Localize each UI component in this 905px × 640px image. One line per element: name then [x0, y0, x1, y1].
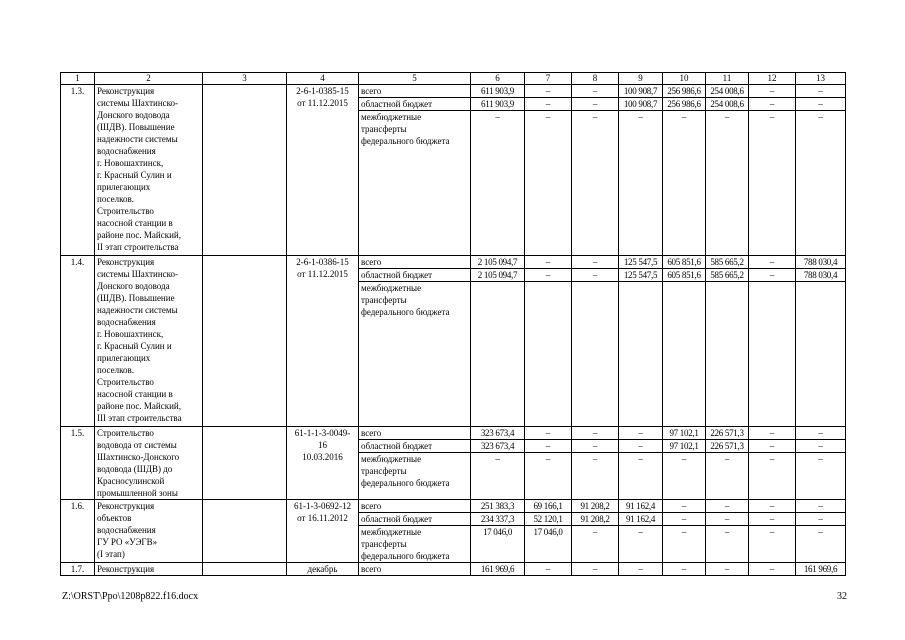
column-header: 6 — [471, 73, 525, 85]
value-cell: – — [706, 513, 749, 526]
table-body — [61, 85, 846, 576]
value-cell: 251 383,3 — [471, 500, 525, 513]
value-cell: – — [525, 453, 572, 500]
value-cell: 97 102,1 — [663, 427, 706, 440]
value-cell: – — [796, 111, 846, 256]
value-cell: – — [619, 453, 663, 500]
value-cell: 611 903,9 — [471, 98, 525, 111]
value-cell: 125 547,5 — [619, 269, 663, 282]
value-cell — [749, 282, 796, 427]
column-header: 9 — [619, 73, 663, 85]
value-cell: – — [572, 440, 619, 453]
value-cell — [796, 282, 846, 427]
value-cell: 611 903,9 — [471, 85, 525, 98]
value-cell: – — [471, 111, 525, 256]
column-header: 3 — [203, 73, 287, 85]
value-cell: – — [572, 85, 619, 98]
value-cell: – — [796, 513, 846, 526]
project-name: Реконструкция — [95, 563, 203, 576]
project-name: Реконструкция объектов водоснабжения ГУ РО «УЭГВ» (I этап) — [95, 500, 203, 563]
project-name: Реконструкция системы Шахтинско- Донского водовода (ШДВ). Повышение надежности системы водоснабжения г. Новошахтинск, г. Красный Сулин и прилегающих поселков. Строительство насосной станции в районе пос. Майский, II этап строительства — [95, 85, 203, 256]
value-cell: – — [572, 563, 619, 576]
funding-source: всего — [359, 427, 471, 440]
value-cell — [572, 282, 619, 427]
table-row — [61, 256, 846, 269]
value-cell: – — [796, 453, 846, 500]
value-cell: 100 908,7 — [619, 85, 663, 98]
row-number: 1.6. — [61, 500, 95, 563]
value-cell — [471, 282, 525, 427]
value-cell: 17 046,0 — [525, 526, 572, 563]
funding-source: областной бюджет — [359, 513, 471, 526]
value-cell: 161 969,6 — [471, 563, 525, 576]
project-name: Строительство водовода от системы Шахтинско-Донского водовода (ШДВ) до Красносулинской промышленной зоны — [95, 427, 203, 500]
column-header: 10 — [663, 73, 706, 85]
value-cell: – — [525, 440, 572, 453]
column-3-cell — [203, 427, 287, 500]
value-cell: – — [749, 111, 796, 256]
value-cell: 100 908,7 — [619, 98, 663, 111]
value-cell: 91 162,4 — [619, 513, 663, 526]
value-cell: – — [749, 98, 796, 111]
value-cell: – — [572, 453, 619, 500]
value-cell: – — [663, 453, 706, 500]
value-cell: 17 046,0 — [471, 526, 525, 563]
column-header: 4 — [287, 73, 359, 85]
value-cell: – — [525, 98, 572, 111]
project-name: Реконструкция системы Шахтинско- Донского водовода (ШДВ). Повышение надежности системы водоснабжения г. Новошахтинск, г. Красный Сулин и прилегающих поселков. Строительство насосной станции в районе пос. Майский, III этап строительства — [95, 256, 203, 427]
value-cell: 234 337,3 — [471, 513, 525, 526]
value-cell: – — [749, 526, 796, 563]
value-cell: – — [796, 500, 846, 513]
value-cell: 69 166,1 — [525, 500, 572, 513]
column-header: 2 — [95, 73, 203, 85]
value-cell: 605 851,6 — [663, 269, 706, 282]
value-cell: 226 571,3 — [706, 427, 749, 440]
value-cell: 161 969,6 — [796, 563, 846, 576]
value-cell — [663, 282, 706, 427]
value-cell: – — [749, 85, 796, 98]
value-cell: – — [706, 111, 749, 256]
row-number: 1.5. — [61, 427, 95, 500]
value-cell: – — [525, 427, 572, 440]
footer-file-path: Z:\ORST\Ppo\1208p822.f16.docx — [62, 591, 199, 602]
value-cell: – — [749, 563, 796, 576]
value-cell — [706, 282, 749, 427]
value-cell: 226 571,3 — [706, 440, 749, 453]
footer-page-number: 32 — [837, 591, 847, 602]
value-cell: – — [663, 500, 706, 513]
value-cell: 323 673,4 — [471, 427, 525, 440]
table-row — [61, 500, 846, 513]
funding-source: всего — [359, 500, 471, 513]
funding-source: областной бюджет — [359, 269, 471, 282]
value-cell: 2 105 094,7 — [471, 256, 525, 269]
value-cell: – — [706, 453, 749, 500]
column-header: 13 — [796, 73, 846, 85]
value-cell: 125 547,5 — [619, 256, 663, 269]
value-cell: – — [663, 111, 706, 256]
table-row — [61, 427, 846, 440]
value-cell: – — [796, 427, 846, 440]
value-cell: 52 120,1 — [525, 513, 572, 526]
value-cell: 585 665,2 — [706, 269, 749, 282]
value-cell: – — [796, 526, 846, 563]
value-cell: – — [525, 269, 572, 282]
value-cell: – — [572, 111, 619, 256]
value-cell: 256 986,6 — [663, 98, 706, 111]
funding-source: всего — [359, 85, 471, 98]
value-cell: – — [749, 440, 796, 453]
table-row — [61, 563, 846, 576]
value-cell: – — [749, 500, 796, 513]
row-number: 1.7. — [61, 563, 95, 576]
value-cell: – — [572, 526, 619, 563]
value-cell: 788 030,4 — [796, 256, 846, 269]
value-cell: 605 851,6 — [663, 256, 706, 269]
row-number: 1.3. — [61, 85, 95, 256]
value-cell: – — [796, 440, 846, 453]
value-cell: – — [619, 111, 663, 256]
funding-source: межбюджетные трансферты федерального бюджета — [359, 282, 471, 427]
column-3-cell — [203, 85, 287, 256]
value-cell: – — [749, 453, 796, 500]
value-cell: – — [572, 269, 619, 282]
value-cell: – — [525, 111, 572, 256]
column-header: 11 — [706, 73, 749, 85]
column-header: 12 — [749, 73, 796, 85]
value-cell: – — [663, 513, 706, 526]
value-cell: – — [796, 98, 846, 111]
document-code: 61-1-3-0692-12 от 16.11.2012 — [287, 500, 359, 563]
funding-source: областной бюджет — [359, 440, 471, 453]
funding-source: межбюджетные трансферты федерального бюджета — [359, 526, 471, 563]
value-cell — [525, 282, 572, 427]
column-header: 1 — [61, 73, 95, 85]
value-cell: 2 105 094,7 — [471, 269, 525, 282]
value-cell: 323 673,4 — [471, 440, 525, 453]
value-cell: – — [471, 453, 525, 500]
value-cell: 91 208,2 — [572, 513, 619, 526]
value-cell: – — [749, 513, 796, 526]
value-cell: – — [525, 85, 572, 98]
funding-source: всего — [359, 563, 471, 576]
value-cell: 91 162,4 — [619, 500, 663, 513]
funding-source: межбюджетные трансферты федерального бюджета — [359, 111, 471, 256]
document-code: 61-1-1-3-0049- 16 10.03.2016 — [287, 427, 359, 500]
value-cell — [619, 282, 663, 427]
column-header: 7 — [525, 73, 572, 85]
column-3-cell — [203, 563, 287, 576]
document-code: 2-6-1-0386-15 от 11.12.2015 — [287, 256, 359, 427]
value-cell: 585 665,2 — [706, 256, 749, 269]
value-cell: – — [749, 427, 796, 440]
value-cell: – — [663, 563, 706, 576]
row-number: 1.4. — [61, 256, 95, 427]
funding-source: всего — [359, 256, 471, 269]
funding-source: межбюджетные трансферты федерального бюджета — [359, 453, 471, 500]
value-cell: – — [749, 256, 796, 269]
value-cell: – — [572, 427, 619, 440]
budget-table — [60, 72, 846, 576]
value-cell: – — [749, 269, 796, 282]
value-cell: – — [796, 85, 846, 98]
value-cell: – — [619, 440, 663, 453]
value-cell: – — [572, 98, 619, 111]
value-cell: – — [525, 256, 572, 269]
column-header: 8 — [572, 73, 619, 85]
table-row — [61, 85, 846, 98]
value-cell: – — [525, 563, 572, 576]
value-cell: 256 986,6 — [663, 85, 706, 98]
column-3-cell — [203, 256, 287, 427]
value-cell: – — [706, 563, 749, 576]
value-cell: – — [572, 256, 619, 269]
value-cell: – — [619, 427, 663, 440]
funding-source: областной бюджет — [359, 98, 471, 111]
document-code: 2-6-1-0385-15 от 11.12.2015 — [287, 85, 359, 256]
value-cell: 91 208,2 — [572, 500, 619, 513]
value-cell: – — [619, 563, 663, 576]
value-cell: – — [619, 526, 663, 563]
value-cell: 97 102,1 — [663, 440, 706, 453]
value-cell: – — [706, 526, 749, 563]
table-header-row — [61, 73, 846, 85]
value-cell: 788 030,4 — [796, 269, 846, 282]
value-cell: – — [706, 500, 749, 513]
document-code: декабрь — [287, 563, 359, 576]
value-cell: – — [663, 526, 706, 563]
column-header: 5 — [359, 73, 471, 85]
column-3-cell — [203, 500, 287, 563]
value-cell: 254 008,6 — [706, 85, 749, 98]
value-cell: 254 008,6 — [706, 98, 749, 111]
